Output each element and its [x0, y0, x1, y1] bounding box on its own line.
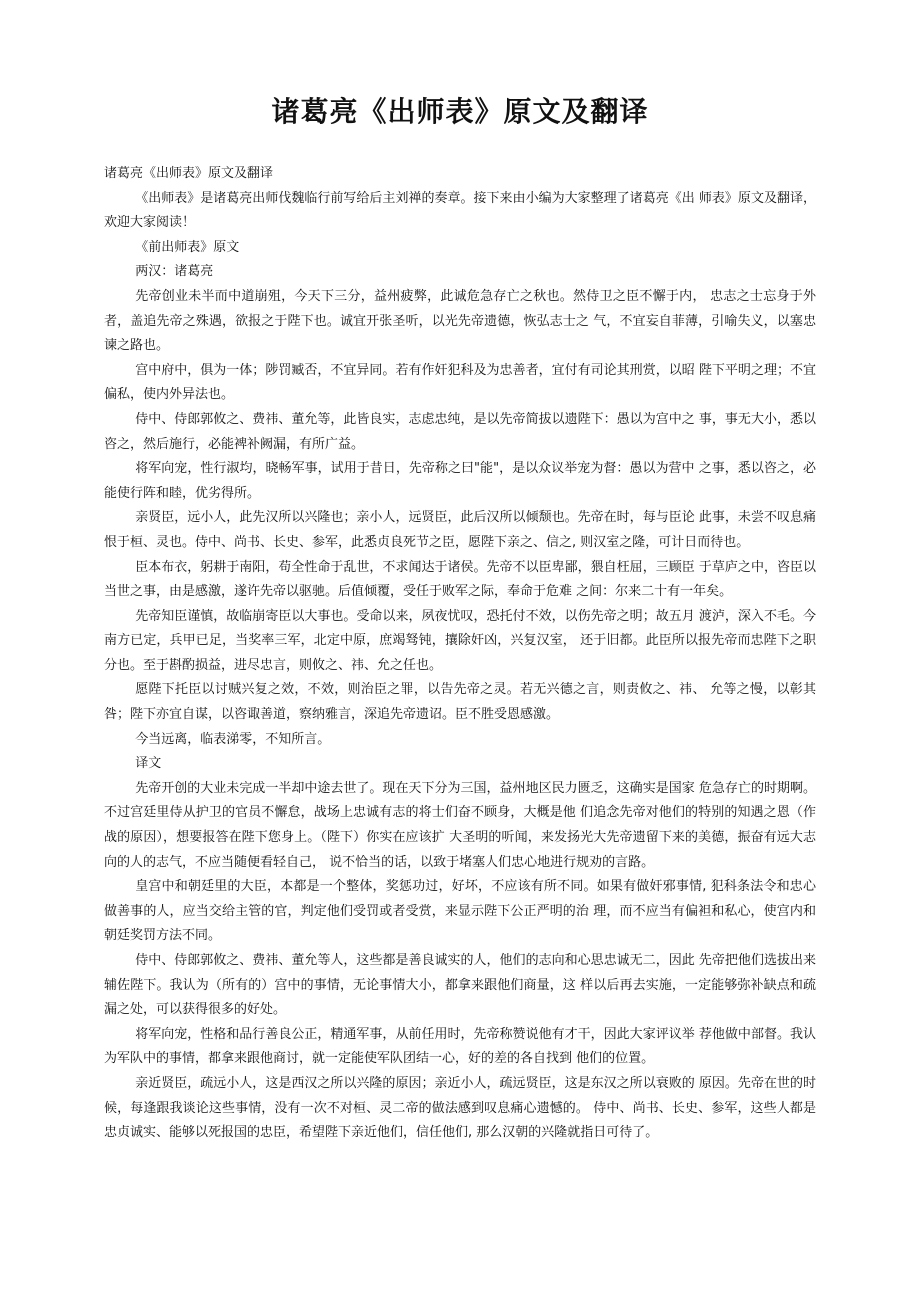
intro-paragraph: 《出师表》是诸葛亮出师伐魏临行前写给后主刘禅的奏章。接下来由小编为大家整理了诸葛亮《出 师表》原文及翻译，欢迎大家阅读！	[104, 190, 816, 231]
author-line: 两汉：诸葛亮	[135, 264, 214, 280]
original-paragraph: 将军向宠，性行淑均，晓畅军事，试用于昔日，先帝称之曰"能"，是以众议举宠为督：愚以为营中 之事，悉以咨之，必能使行阵和睦，优劣得所。	[104, 461, 816, 501]
translation-paragraph: 将军向宠，性格和品行善良公正，精通军事，从前任用时，先帝称赞说他有才干，因此大家评议举 荐他做中部督。我认为军队中的事情，都拿来跟他商讨，就一定能使军队团结一心，好的差的各自找到 他们的位置。	[104, 1026, 816, 1067]
original-paragraph: 今当远离，临表涕零，不知所言。	[135, 731, 331, 747]
document-title: 诸葛亮《出师表》原文及翻译	[271, 95, 649, 128]
translation-paragraph: 亲近贤臣，疏远小人，这是西汉之所以兴隆的原因；亲近小人，疏远贤臣，这是东汉之所以衰败的 原因。先帝在世的时候，每逢跟我谈论这些事情，没有一次不对桓、灵二帝的做法感到叹息痛心遗憾的。 侍中、尚书、长史、参军，这些人都是忠贞诚实、能够以死报国的忠臣，希望陛下亲近他们，信任他们, 那么汉朝的兴隆就指日可待了。	[104, 1075, 816, 1141]
subtitle-line: 诸葛亮《出师表》原文及翻译	[104, 166, 274, 181]
original-paragraph: 侍中、侍郎郭攸之、费祎、董允等，此皆良实，志虑忠纯，是以先帝简拔以遗陛下：愚以为宫中之 事，事无大小，悉以咨之，然后施行，必能裨补阙漏，有所广益。	[104, 411, 816, 452]
original-paragraph: 先帝创业未半而中道崩殂，今天下三分，益州疲弊，此诚危急存亡之秋也。然侍卫之臣不懈于内， 忠志之士忘身于外者，盖追先帝之殊遇，欲报之于陛下也。诚宜开张圣听，以光先帝遗德，恢弘志士之 气，不宜妄自菲薄，引喻失义，以塞忠谏之路也。	[104, 288, 816, 354]
translation-paragraph: 皇宫中和朝廷里的大臣，本都是一个整体，奖惩功过，好坏，不应该有所不同。如果有做奸邪事情, 犯科条法令和忠心做善事的人，应当交给主管的官，判定他们受罚或者受赏，来显示陛下公正严明的治 理，而不应当有偏袒和私心，使宫内和朝廷奖罚方法不同。	[104, 879, 816, 944]
section-heading-translation: 译文	[135, 756, 162, 772]
original-paragraph: 宫中府中，俱为一体；陟罚臧否，不宜异同。若有作奸犯科及为忠善者，宜付有司论其刑赏，以昭 陛下平明之理；不宜偏私，使内外异法也。	[104, 362, 816, 403]
translation-paragraph: 侍中、侍郎郭攸之、费祎、董允等人，这些都是善良诚实的人，他们的志向和心思忠诚无二，因此 先帝把他们选拔出来辅佐陛下。我认为（所有的）宫中的事情，无论事情大小，都拿来跟他们商量，这 样以后再去实施，一定能够弥补缺点和疏漏之处，可以获得很多的好处。	[104, 953, 816, 1018]
translation-paragraph: 先帝开创的大业未完成一半却中途去世了。现在天下分为三国，益州地区民力匮乏，这确实是国家 危急存亡的时期啊。不过宫廷里侍从护卫的官员不懈怠，战场上忠诚有志的将士们奋不顾身，大概是他 们追念先帝对他们的特别的知遇之恩（作战的原因），想要报答在陛下您身上。（陛下）你实在应该扩 大圣明的听闻，来发扬光大先帝遗留下来的美德，振奋有远大志向的人的志气，不应当随便看轻自己， 说不恰当的话，以致于堵塞人们忠心地进行规劝的言路。	[104, 780, 816, 870]
original-paragraph: 亲贤臣，远小人，此先汉所以兴隆也；亲小人，远贤臣，此后汉所以倾颓也。先帝在时，每与臣论 此事，未尝不叹息痛恨于桓、灵也。侍中、尚书、长史、参军，此悉贞良死节之臣，愿陛下亲之、信之, 则汉室之隆，可计日而待也。	[104, 510, 816, 550]
section-heading-original: 《前出师表》原文	[135, 239, 240, 255]
original-paragraph: 臣本布衣，躬耕于南阳，苟全性命于乱世，不求闻达于诸侯。先帝不以臣卑鄙，猥自枉屈，三顾臣 于草庐之中，咨臣以当世之事，由是感激，遂许先帝以驱驰。后值倾覆，受任于败军之际，奉命于危难 之间：尔来二十有一年矣。	[104, 559, 816, 600]
original-paragraph: 先帝知臣谨慎，故临崩寄臣以大事也。受命以来，夙夜忧叹，恐托付不效，以伤先帝之明；故五月 渡泸，深入不毛。今南方已定，兵甲已足，当奖率三军，北定中原，庶竭驽钝，攘除奸凶，兴复汉室， 还于旧都。此臣所以报先帝而忠陛下之职分也。至于斟酌损益，进尽忠言，则攸之、祎、允之任也。	[104, 608, 816, 673]
document-body	[104, 162, 816, 1146]
original-paragraph: 愿陛下托臣以讨贼兴复之效，不效，则治臣之罪，以告先帝之灵。若无兴德之言，则责攸之、祎、 允等之慢，以彰其咎；陛下亦宜自谋，以咨诹善道，察纳雅言，深追先帝遗诏。臣不胜受恩感激。	[104, 682, 816, 723]
